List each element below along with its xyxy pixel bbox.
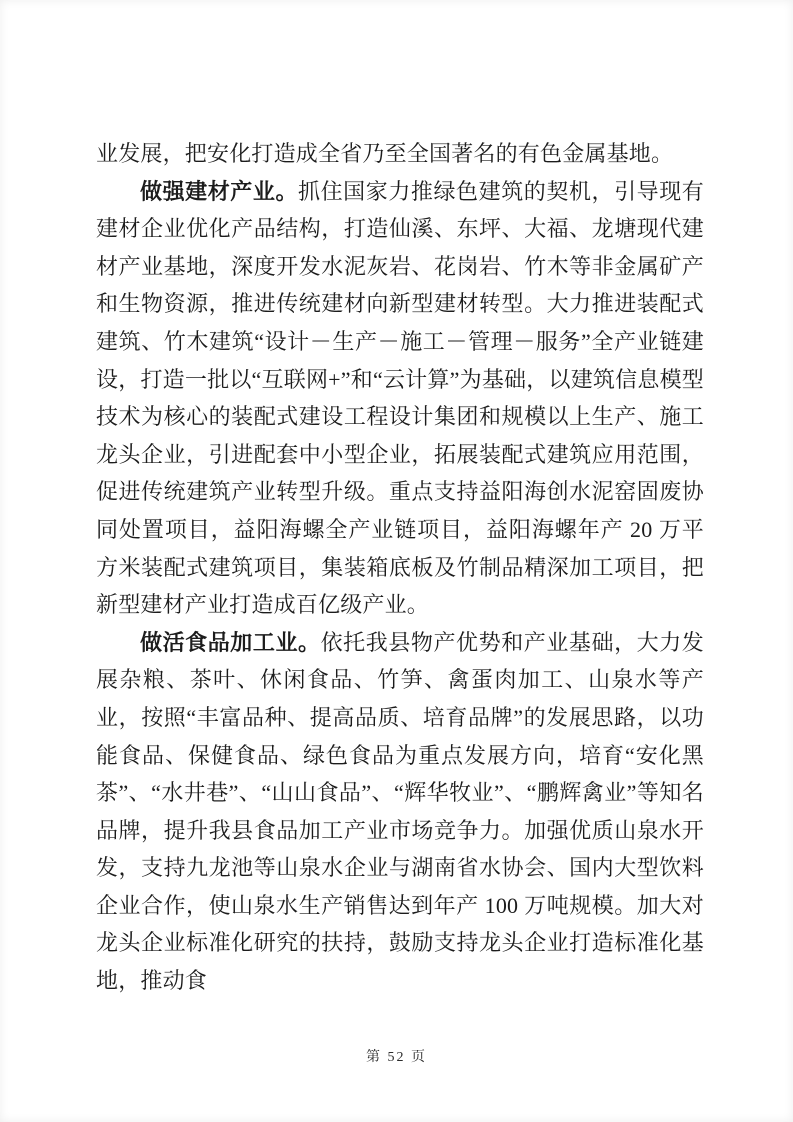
paragraph-text: 抓住国家力推绿色建筑的契机，引导现有建材企业优化产品结构，打造仙溪、东坪、大福、龙塘现代建材产业基地，深度开发水泥灰岩、花岗岩、竹木等非金属矿产和生物资源，推进传统建材向新型建材转型。大力推进装配式建筑、竹木建筑“设计－生产－施工－管理－服务”全产业链建设，打造一批以“互联网+”和“云计算”为基础，以建筑信息模型技术为核心的装配式建设工程设计集团和规模以上生产、施工龙头企业，引进配套中小型企业，拓展装配式建筑应用范围，促进传统建筑产业转型升级。重点支持益阳海创水泥窑固废协同处置项目，益阳海螺全产业链项目，益阳海螺年产 20 万平方米装配式建筑项目，集装箱底板及竹制品精深加工项目，把新型建材产业打造成百亿级产业。 <box>96 178 704 618</box>
paragraph <box>96 135 704 173</box>
paragraph-lead: 做强建材产业。 <box>140 178 299 204</box>
page-number: 第 52 页 <box>366 1050 427 1065</box>
paragraph-text: 依托我县物产优势和产业基础，大力发展杂粮、茶叶、休闲食品、竹笋、禽蛋肉加工、山泉水等产业，按照“丰富品种、提高品质、培育品牌”的发展思路，以功能食品、保健食品、绿色食品为重点发展方向，培育“安化黑茶”、“水井巷”、“山山食品”、“辉华牧业”、“鹏辉禽业”等知名品牌，提升我县食品加工产业市场竞争力。加强优质山泉水开发，支持九龙池等山泉水企业与湖南省水协会、国内大型饮料企业合作，使山泉水生产销售达到年产 100 万吨规模。加大对龙头企业标准化研究的扶持，鼓励支持龙头企业打造标准化基地，推动食 <box>96 629 705 994</box>
paragraph <box>96 624 704 1000</box>
document-body <box>96 135 704 1000</box>
paragraph-text: 业发展，把安化打造成全省乃至全国著名的有色金属基地。 <box>96 141 674 166</box>
paragraph-lead: 做活食品加工业。 <box>140 629 321 655</box>
paragraph <box>96 173 704 624</box>
